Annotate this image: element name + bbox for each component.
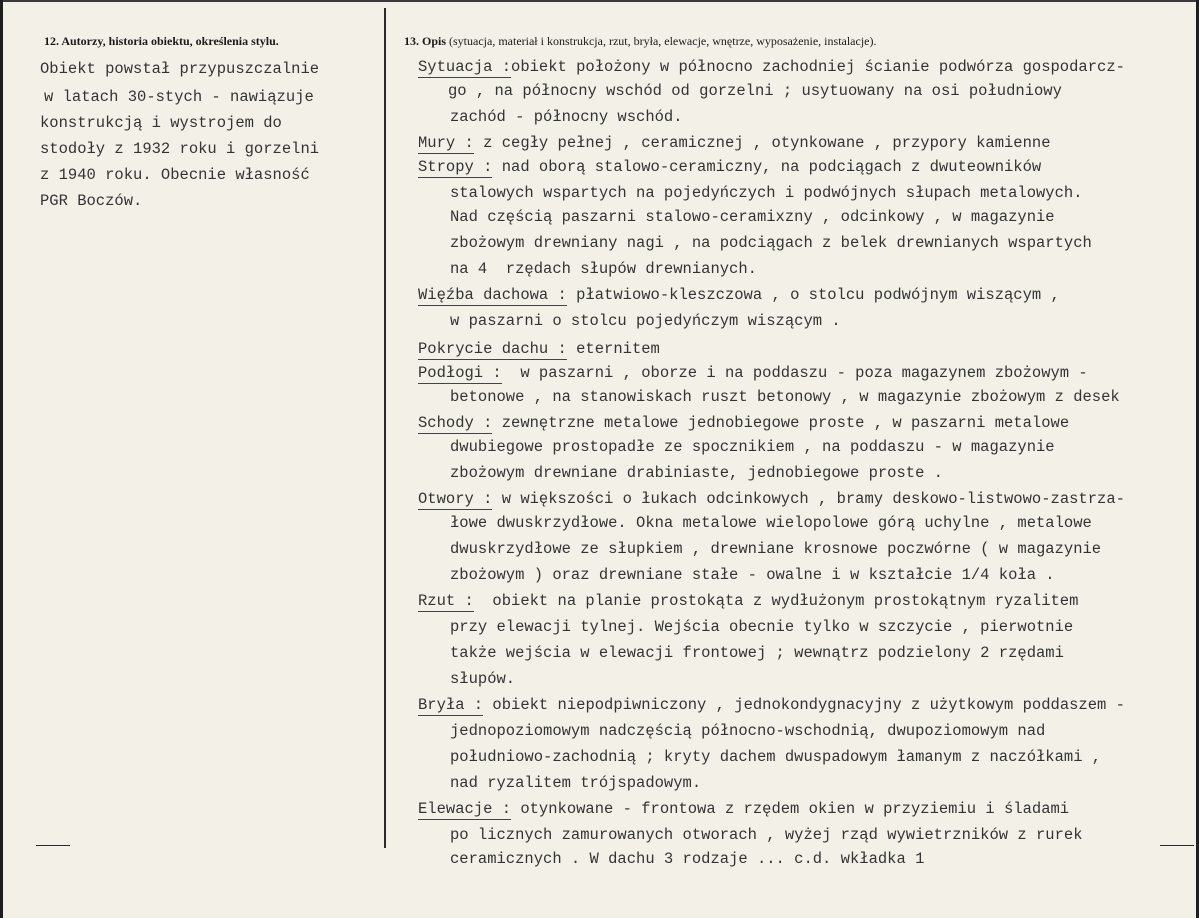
section-13-line: [418, 802, 1069, 818]
section-13-number: 13. Opis: [404, 34, 447, 48]
section-13-line: [418, 288, 1060, 304]
section-12-line: PGR Boczów.: [40, 192, 143, 210]
field-text: obiekt niepodpiwniczony , jednokondygnacyjny z użytkowym poddaszem -: [483, 696, 1125, 714]
section-13-line: [448, 84, 1062, 100]
field-label: Pokrycie dachu :: [418, 340, 567, 358]
section-13-line: [450, 672, 515, 688]
section-13-line: [418, 698, 1125, 714]
section-13-line: [450, 236, 1092, 252]
section-13-header: [404, 34, 877, 49]
section-13-line: [450, 828, 1083, 844]
section-13-line: [450, 466, 943, 482]
field-text: ceramicznych . W dachu 3 rodzaje ... c.d. wkładka 1: [450, 850, 925, 868]
section-13-line: [418, 136, 1051, 152]
field-label: Podłogi :: [418, 364, 502, 382]
section-13-line: [450, 262, 757, 278]
section-13-line: [450, 516, 1092, 532]
section-13-line: [450, 620, 1073, 636]
field-text: w paszarni o stolcu pojedyńczym wiszącym .: [450, 312, 841, 330]
section-13-line: [418, 366, 1088, 382]
section-13-line: [418, 594, 1078, 610]
field-label: Więźba dachowa :: [418, 286, 567, 304]
section-13-line: [418, 416, 1069, 432]
field-text: w paszarni , oborze i na poddaszu - poza magazynem zbożowym -: [501, 364, 1088, 382]
section-12-line: w latach 30-stych - nawiązuje: [44, 88, 314, 106]
field-text: płatwiowo-kleszczowa , o stolcu podwójnym wiszącym ,: [566, 286, 1060, 304]
section-13-line: [418, 492, 1125, 508]
section-13-line: [450, 852, 924, 868]
field-label: Otwory :: [418, 490, 493, 508]
column-divider: [384, 8, 386, 848]
field-text: jednopoziomowym nadczęścią północno-wschodnią, dwupoziomowym nad: [450, 722, 1046, 740]
field-text: słupów.: [450, 670, 516, 688]
field-text: betonowe , na stanowiskach ruszt betonowy , w magazynie zbożowym z desek: [450, 388, 1120, 406]
field-text: otynkowane - frontowa z rzędem okien w przyziemiu i śladami: [511, 800, 1070, 818]
field-label: Schody :: [418, 414, 493, 432]
field-text: zbożowym drewniany nagi , na podciągach z belek drewnianych wspartych: [450, 234, 1092, 252]
section-13-line: [450, 750, 1101, 766]
section-13-line: [450, 314, 841, 330]
field-label: Rzut :: [418, 592, 474, 610]
field-text: także wejścia w elewacji frontowej ; wewnątrz podzielony 2 rzędami: [450, 644, 1064, 662]
field-text: dwuskrzydłowe ze słupkiem , drewniane krosnowe poczwórne ( w magazynie: [450, 540, 1102, 558]
section-13-line: [450, 776, 701, 792]
section-13-line: [418, 160, 1041, 176]
section-13-line: [450, 186, 1083, 202]
section-12-line: z 1940 roku. Obecnie własność: [40, 166, 310, 184]
field-text: na 4 rzędach słupów drewnianych.: [450, 260, 757, 278]
bottom-right-tick: [1160, 845, 1194, 846]
field-text: w większości o łukach odcinkowych , bramy deskowo-listwowo-zastrza-: [492, 490, 1125, 508]
section-13-line: [418, 342, 660, 358]
field-text: dwubiegowe prostopadłe ze spocznikiem , na poddaszu - w magazynie: [450, 438, 1055, 456]
field-label: Mury :: [418, 134, 474, 152]
field-text: go , na północny wschód od gorzelni ; usytuowany na osi południowy: [448, 82, 1062, 100]
field-text: nad ryzalitem trójspadowym.: [450, 774, 702, 792]
field-text: zbożowym drewniane drabiniaste, jednobiegowe proste .: [450, 464, 943, 482]
field-text: przy elewacji tylnej. Wejścia obecnie tylko w szczycie , pierwotnie: [450, 618, 1074, 636]
section-13-subtitle: (sytuacja, materiał i konstrukcja, rzut, bryła, elewacje, wnętrze, wyposażenie, instalacje).: [449, 34, 877, 48]
section-13-line: [418, 60, 1125, 76]
field-label: Sytuacja :: [418, 58, 512, 76]
section-13-line: [450, 724, 1045, 740]
section-12-line: Obiekt powstał przypuszczalnie: [40, 60, 320, 78]
field-text: południowo-zachodnią ; kryty dachem dwuspadowym łamanym z naczółkami ,: [450, 748, 1102, 766]
field-text: Nad częścią paszarni stalowo-ceramixzny , odcinkowy , w magazynie: [450, 208, 1055, 226]
field-text: stalowych wspartych na pojedyńczych i podwójnych słupach metalowych.: [450, 184, 1083, 202]
field-text: obiekt położony w północno zachodniej ścianie podwórza gospodarcz-: [511, 58, 1125, 76]
top-border: [0, 0, 1199, 2]
left-border: [0, 0, 3, 918]
section-13-line: [450, 110, 683, 126]
field-label: Stropy :: [418, 158, 493, 176]
field-text: z cegły pełnej , ceramicznej , otynkowane , przypory kamienne: [473, 134, 1051, 152]
section-13-line: [450, 210, 1055, 226]
field-text: eternitem: [566, 340, 660, 358]
field-text: zbożowym ) oraz drewniane stałe - owalne i w kształcie 1/4 koła .: [450, 566, 1055, 584]
field-text: zewnętrzne metalowe jednobiegowe proste , w paszarni metalowe: [492, 414, 1070, 432]
bottom-left-tick: [36, 845, 70, 846]
field-text: łowe dwuskrzydłowe. Okna metalowe wielopolowe górą uchylne , metalowe: [450, 514, 1092, 532]
section-12-line: konstrukcją i wystrojem do: [40, 114, 282, 132]
field-label: Bryła :: [418, 696, 484, 714]
section-13-line: [450, 542, 1101, 558]
field-text: obiekt na planie prostokąta z wydłużonym prostokątnym ryzalitem: [473, 592, 1079, 610]
section-13-line: [450, 390, 1120, 406]
section-12-line: stodoły z 1932 roku i gorzelni: [40, 140, 320, 158]
section-13-line: [450, 440, 1055, 456]
section-13-line: [450, 568, 1055, 584]
field-text: nad oborą stalowo-ceramiczny, na podciągach z dwuteowników: [492, 158, 1042, 176]
field-text: zachód - północny wschód.: [450, 108, 683, 126]
section-12-header: 12. Autorzy, historia obiektu, określenia stylu.: [44, 34, 279, 48]
section-13-line: [450, 646, 1064, 662]
field-label: Elewacje :: [418, 800, 512, 818]
field-text: po licznych zamurowanych otworach , wyżej rząd wywietrzników z rurek: [450, 826, 1083, 844]
